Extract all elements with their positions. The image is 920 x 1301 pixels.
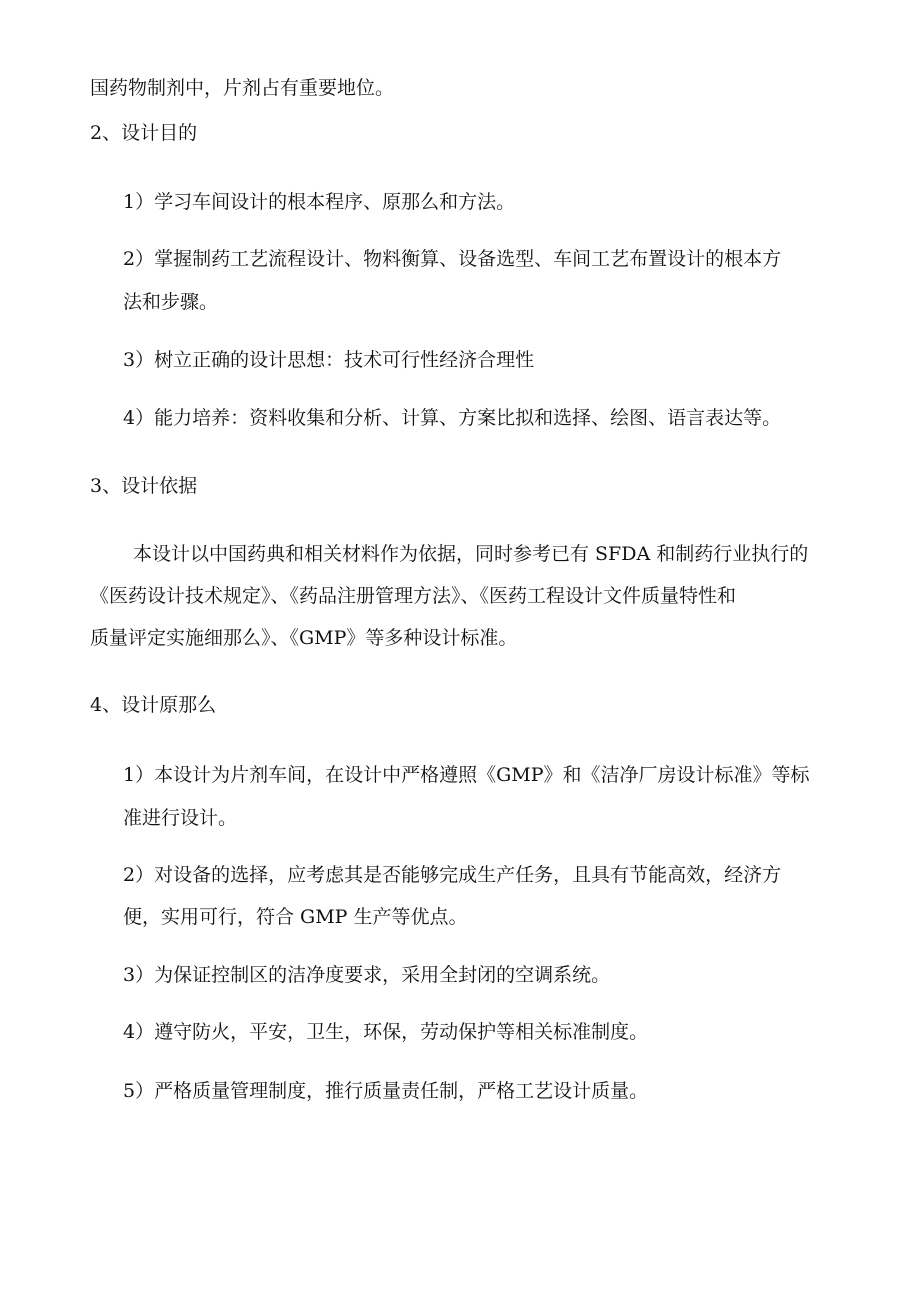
list-item: 1）学习车间设计的根本程序、原那么和方法。 [123,191,516,213]
list-item: 2）掌握制药工艺流程设计、物料衡算、设备选型、车间工艺布置设计的根本方 [123,248,782,270]
paragraph-line: 《医药设计技术规定》、《药品注册管理方法》、《医药工程设计文件质量特性和 [90,585,737,607]
list-item: 5）严格质量管理制度，推行质量责任制，严格工艺设计质量。 [123,1080,649,1102]
section-heading-design-basis: 3、设计依据 [90,475,198,497]
paragraph-line: 质量评定实施细那么》、《GMP》等多种设计标准。 [90,627,518,649]
list-item: 4）遵守防火，平安，卫生，环保，劳动保护等相关标准制度。 [123,1021,649,1043]
list-item: 1）本设计为片剂车间，在设计中严格遵照《GMP》和《洁净厂房设计标准》等标 [123,764,810,786]
list-item: 4）能力培养：资料收集和分析、计算、方案比拟和选择、绘图、语言表达等。 [123,407,782,429]
paragraph-continuation: 国药物制剂中，片剂占有重要地位。 [90,77,395,99]
list-item: 3）为保证控制区的洁净度要求，采用全封闭的空调系统。 [123,964,611,986]
list-item-continuation: 准进行设计。 [123,807,238,829]
section-heading-design-purpose: 2、设计目的 [90,122,198,144]
list-item: 2）对设备的选择，应考虑其是否能够完成生产任务，且具有节能高效，经济方 [123,864,782,886]
list-item: 3）树立正确的设计思想：技术可行性经济合理性 [123,349,535,371]
list-item-continuation: 便，实用可行，符合 GMP 生产等优点。 [123,906,468,928]
list-item-continuation: 法和步骤。 [123,291,219,313]
paragraph-first-line: 本设计以中国药典和相关材料作为依据，同时参考已有 SFDA 和制药行业执行的 [133,543,809,565]
section-heading-design-principles: 4、设计原那么 [90,694,217,716]
